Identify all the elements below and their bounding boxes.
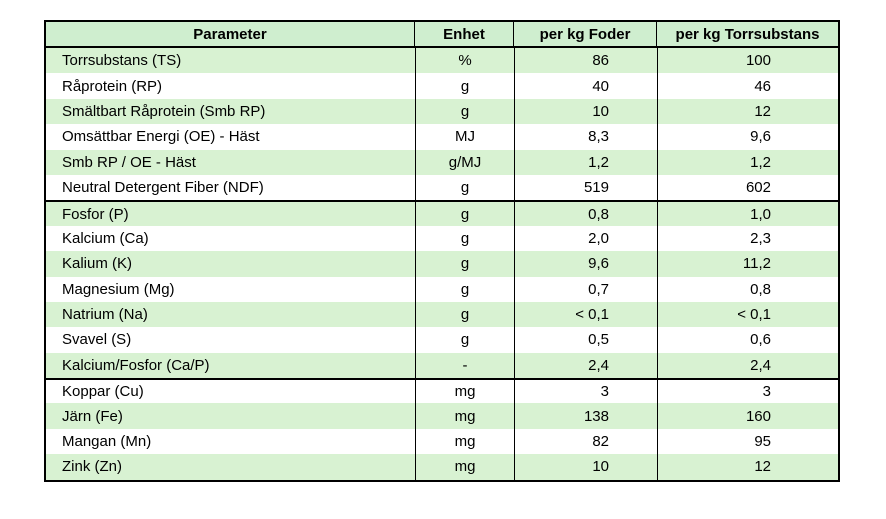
per-kg-dry-matter-cell-value: 0,8: [750, 280, 771, 298]
parameter-cell: Torrsubstans (TS): [62, 52, 182, 70]
per-kg-dry-matter-cell: [657, 302, 838, 327]
per-kg-feed-cell: [514, 277, 657, 302]
per-kg-dry-matter-cell: [657, 175, 838, 200]
per-kg-dry-matter-cell-value: < 0,1: [737, 306, 771, 324]
per-kg-dry-matter-cell-value: 95: [754, 433, 771, 451]
table-row: [46, 99, 838, 124]
per-kg-feed-cell-value: 138: [583, 407, 609, 425]
table-row: [46, 454, 838, 479]
per-kg-feed-cell-value: 2,0: [588, 229, 609, 247]
unit-cell: g: [415, 99, 514, 124]
table-row: [46, 403, 838, 428]
unit-cell: g: [415, 327, 514, 352]
table-row: [46, 226, 838, 251]
per-kg-dry-matter-cell-value: 1,2: [750, 153, 771, 171]
per-kg-dry-matter-cell: [657, 48, 838, 73]
per-kg-feed-cell-value: 8,3: [588, 128, 609, 146]
feed-analysis-table: [44, 20, 840, 482]
unit-cell: g: [415, 73, 514, 98]
unit-cell: g/MJ: [415, 150, 514, 175]
per-kg-feed-cell: [514, 327, 657, 352]
per-kg-feed-cell: [514, 429, 657, 454]
per-kg-dry-matter-cell: [657, 327, 838, 352]
per-kg-feed-cell-value: 10: [592, 102, 609, 120]
per-kg-feed-cell-value: 2,4: [588, 356, 609, 374]
per-kg-dry-matter-cell-value: 0,6: [750, 331, 771, 349]
per-kg-dry-matter-cell: [657, 124, 838, 149]
per-kg-dry-matter-cell-value: 2,4: [750, 356, 771, 374]
unit-cell: g: [415, 277, 514, 302]
per-kg-feed-cell: [514, 175, 657, 200]
table-row: [46, 124, 838, 149]
parameter-cell: Svavel (S): [62, 331, 132, 349]
parameter-cell: Smältbart Råprotein (Smb RP): [62, 102, 266, 120]
unit-cell: mg: [415, 454, 514, 479]
table-row: [46, 73, 838, 98]
per-kg-dry-matter-cell-value: 3: [762, 383, 771, 401]
per-kg-dry-matter-cell-value: 11,2: [742, 255, 771, 273]
per-kg-dry-matter-cell: [657, 380, 838, 403]
parameter-cell: Koppar (Cu): [62, 383, 144, 401]
per-kg-dry-matter-cell: [657, 251, 838, 276]
header-per-kg-dry-matter: per kg Torrsubstans: [675, 25, 820, 43]
per-kg-dry-matter-cell-value: 12: [754, 458, 771, 476]
per-kg-dry-matter-cell: [657, 99, 838, 124]
parameter-cell: Smb RP / OE - Häst: [62, 153, 196, 171]
per-kg-dry-matter-cell: [657, 226, 838, 251]
per-kg-feed-cell: [514, 99, 657, 124]
per-kg-feed-cell: [514, 150, 657, 175]
per-kg-feed-cell: [514, 403, 657, 428]
unit-cell: mg: [415, 380, 514, 403]
per-kg-dry-matter-cell: [657, 429, 838, 454]
parameter-cell: Omsättbar Energi (OE) - Häst: [62, 128, 260, 146]
per-kg-feed-cell-value: 86: [592, 52, 609, 70]
per-kg-feed-cell-value: 0,5: [588, 331, 609, 349]
per-kg-feed-cell: [514, 251, 657, 276]
unit-cell: mg: [415, 429, 514, 454]
per-kg-feed-cell-value: 82: [592, 433, 609, 451]
parameter-cell: Kalcium/Fosfor (Ca/P): [62, 356, 210, 374]
per-kg-feed-cell: [514, 353, 657, 378]
table-row: [46, 277, 838, 302]
parameter-cell: Järn (Fe): [62, 407, 123, 425]
unit-cell: g: [415, 175, 514, 200]
per-kg-dry-matter-cell-value: 12: [754, 102, 771, 120]
table-header-row: [46, 22, 838, 48]
parameter-cell: Natrium (Na): [62, 306, 148, 324]
unit-cell: g: [415, 226, 514, 251]
per-kg-dry-matter-cell: [657, 150, 838, 175]
unit-cell: %: [415, 48, 514, 73]
parameter-cell: Neutral Detergent Fiber (NDF): [62, 179, 264, 197]
table-row: [46, 327, 838, 352]
per-kg-feed-cell-value: 519: [583, 179, 609, 197]
per-kg-dry-matter-cell-value: 100: [745, 52, 771, 70]
per-kg-dry-matter-cell-value: 2,3: [750, 229, 771, 247]
per-kg-feed-cell: [514, 226, 657, 251]
per-kg-feed-cell: [514, 73, 657, 98]
per-kg-feed-cell: [514, 454, 657, 479]
per-kg-feed-cell: [514, 124, 657, 149]
header-parameter: Parameter: [46, 22, 415, 46]
per-kg-feed-cell: [514, 48, 657, 73]
unit-cell: MJ: [415, 124, 514, 149]
per-kg-dry-matter-cell-value: 9,6: [750, 128, 771, 146]
per-kg-feed-cell-value: 40: [592, 77, 609, 95]
per-kg-feed-cell-value: 0,8: [588, 205, 609, 223]
per-kg-feed-cell-value: 9,6: [588, 255, 609, 273]
table-row: [46, 251, 838, 276]
unit-cell: g: [415, 302, 514, 327]
per-kg-feed-cell-value: 1,2: [588, 153, 609, 171]
parameter-cell: Zink (Zn): [62, 458, 122, 476]
per-kg-dry-matter-cell: [657, 277, 838, 302]
table-body: [46, 48, 838, 480]
parameter-cell: Mangan (Mn): [62, 433, 152, 451]
table-row: [46, 429, 838, 454]
unit-cell: mg: [415, 403, 514, 428]
per-kg-dry-matter-cell: [657, 403, 838, 428]
unit-cell: g: [415, 251, 514, 276]
per-kg-feed-cell-value: 10: [592, 458, 609, 476]
per-kg-feed-cell: [514, 202, 657, 225]
per-kg-dry-matter-cell-value: 46: [754, 77, 771, 95]
per-kg-dry-matter-cell: [657, 73, 838, 98]
per-kg-dry-matter-cell: [657, 454, 838, 479]
table-row: [46, 353, 838, 378]
per-kg-dry-matter-cell: [657, 202, 838, 225]
per-kg-feed-cell: [514, 380, 657, 403]
per-kg-dry-matter-cell-value: 1,0: [750, 205, 771, 223]
per-kg-dry-matter-cell: [657, 353, 838, 378]
per-kg-feed-cell-value: < 0,1: [575, 306, 609, 324]
table-row: [46, 175, 838, 200]
per-kg-feed-cell-value: 3: [600, 383, 609, 401]
per-kg-dry-matter-cell-value: 602: [745, 179, 771, 197]
parameter-cell: Kalium (K): [62, 255, 133, 273]
unit-cell: -: [415, 353, 514, 378]
table-row: [46, 200, 838, 225]
per-kg-feed-cell: [514, 302, 657, 327]
table-row: [46, 302, 838, 327]
parameter-cell: Fosfor (P): [62, 205, 129, 223]
header-unit: Enhet: [415, 22, 514, 46]
table-row: [46, 150, 838, 175]
per-kg-feed-cell-value: 0,7: [588, 280, 609, 298]
table-row: [46, 48, 838, 73]
parameter-cell: Kalcium (Ca): [62, 229, 149, 247]
header-per-kg-feed: per kg Foder: [514, 22, 657, 46]
unit-cell: g: [415, 202, 514, 225]
parameter-cell: Råprotein (RP): [62, 77, 163, 95]
per-kg-dry-matter-cell-value: 160: [745, 407, 771, 425]
table-row: [46, 378, 838, 403]
parameter-cell: Magnesium (Mg): [62, 280, 175, 298]
